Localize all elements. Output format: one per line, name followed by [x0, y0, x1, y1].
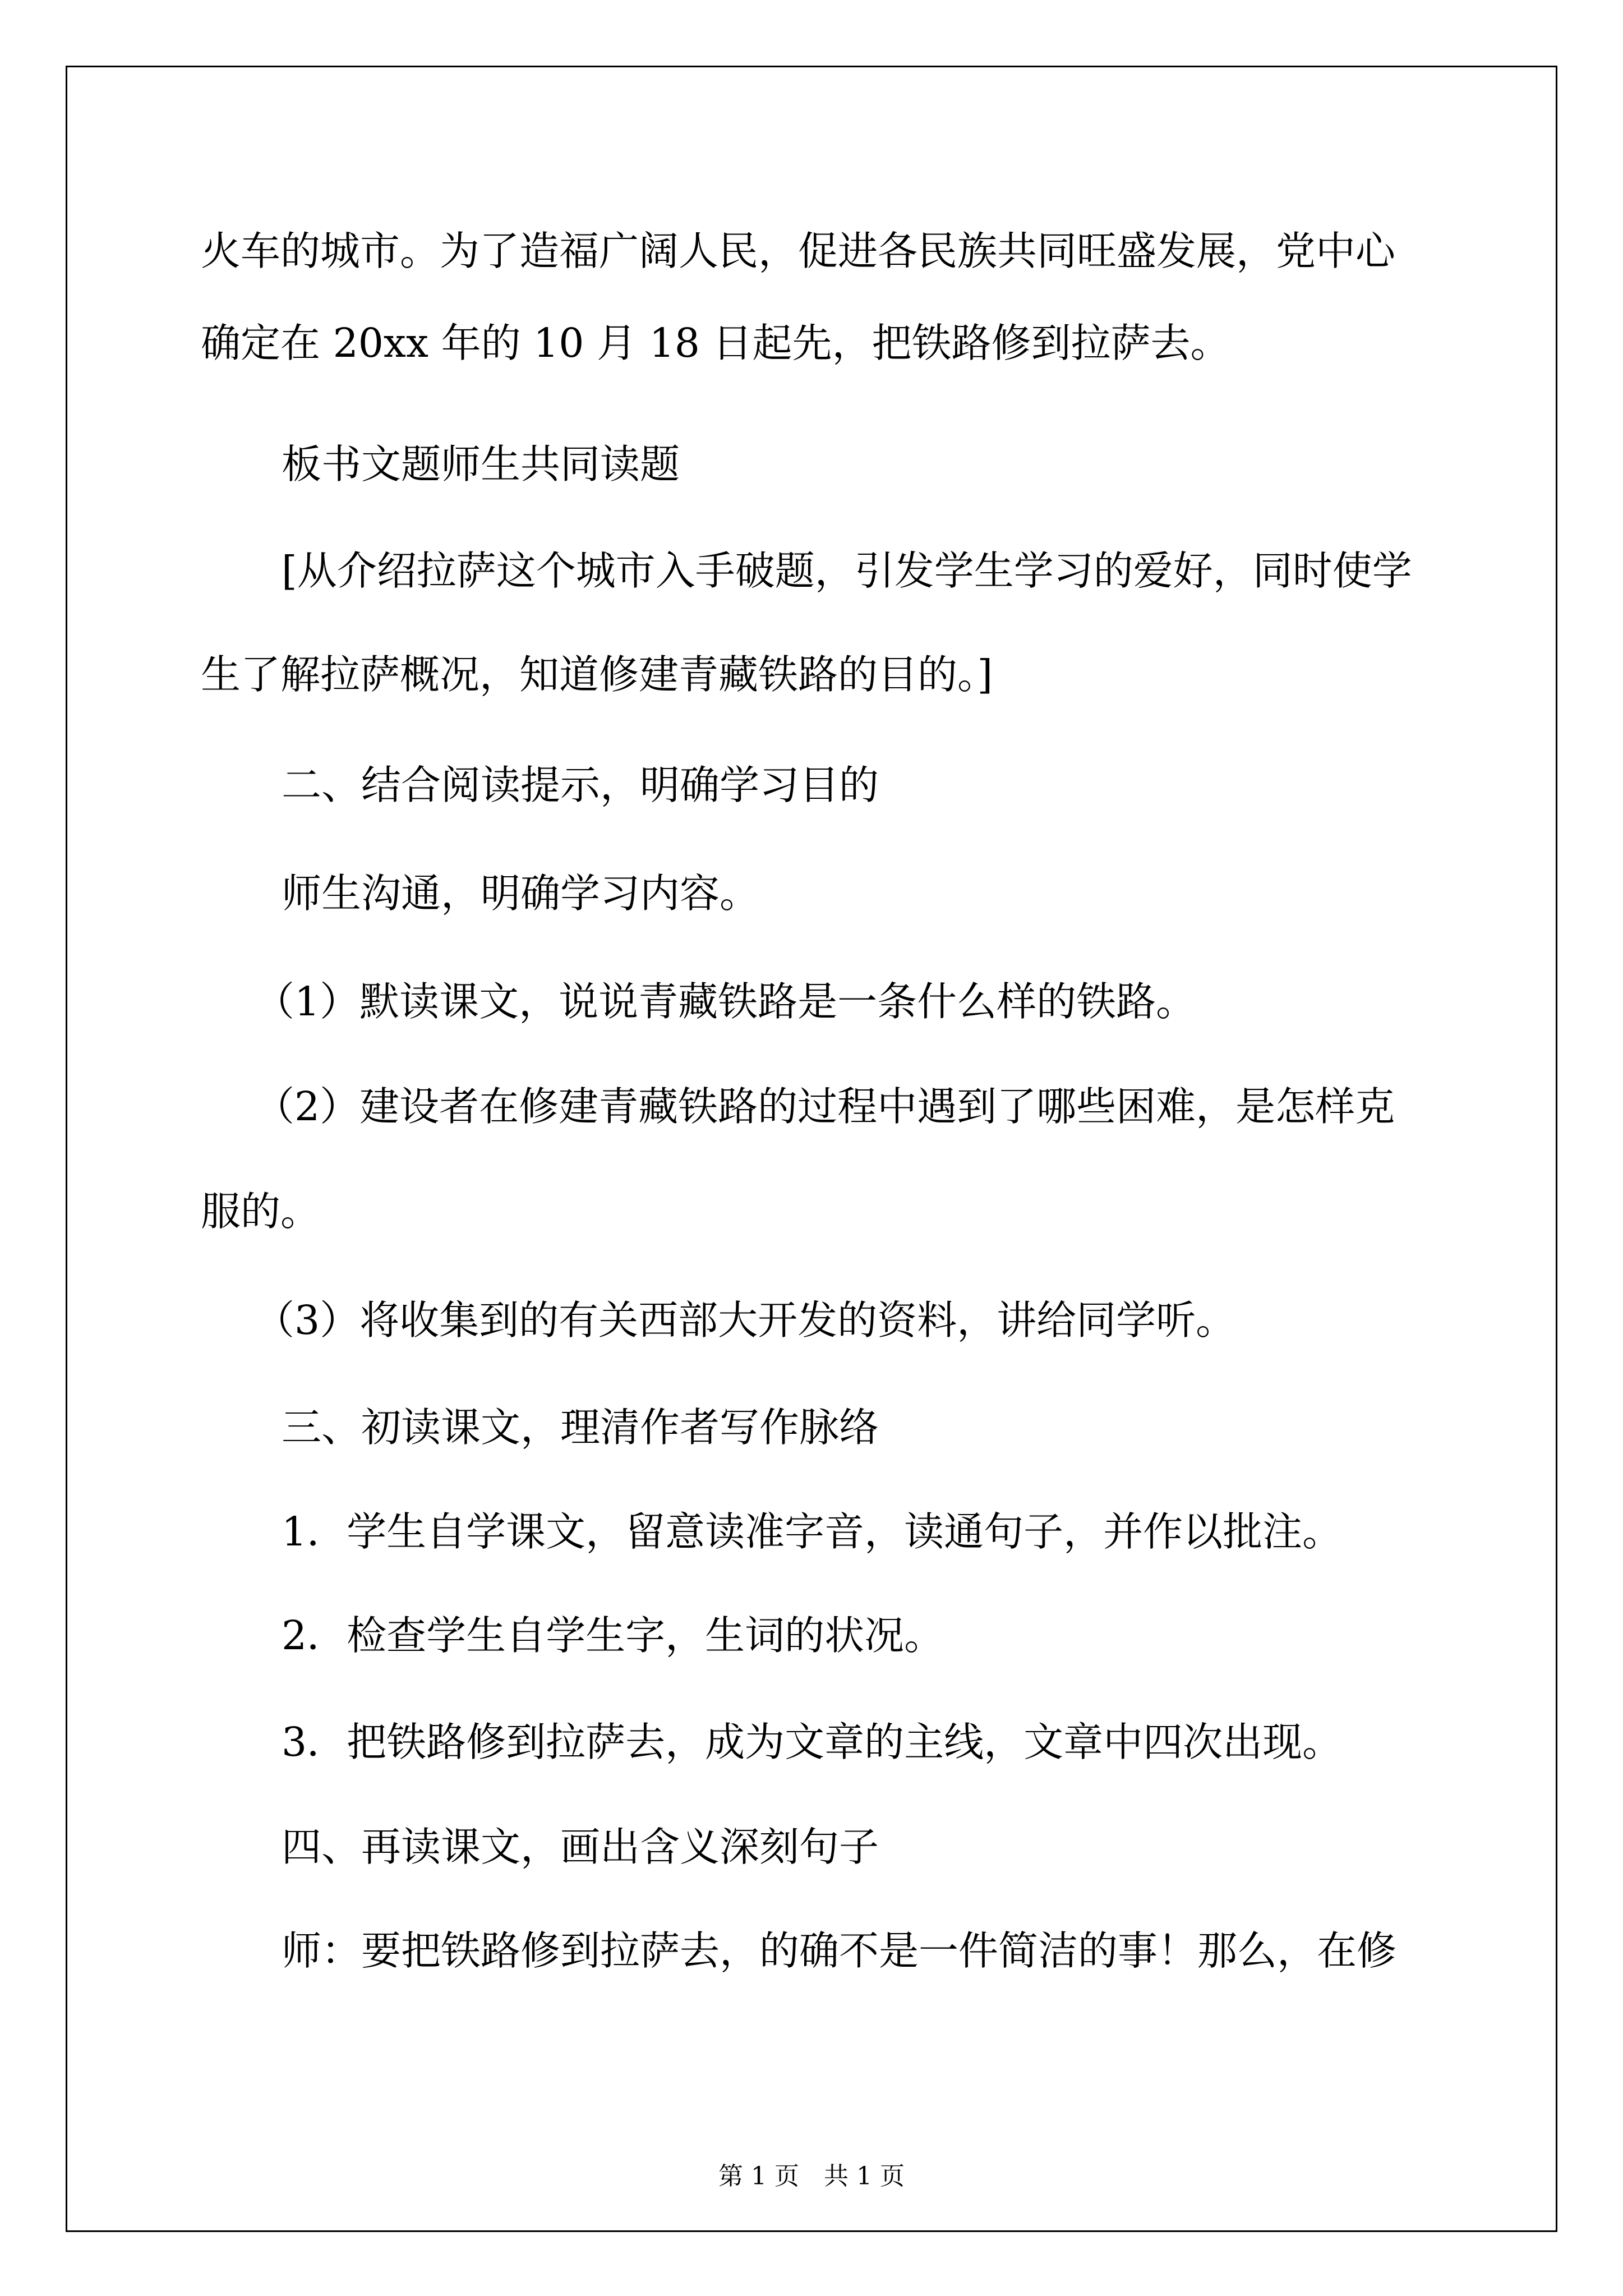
text-line-17: 师：要把铁路修到拉萨去，的确不是一件简洁的事！那么，在修 [282, 1927, 1397, 1974]
text-line-1: 火车的城市。为了造福广阔人民，促进各民族共同旺盛发展，党中心 [201, 228, 1396, 274]
text-line-6: 二、结合阅读提示，明确学习目的 [282, 762, 879, 808]
page-number-footer: 第 1 页 共 1 页 [718, 2162, 905, 2191]
text-line-16: 四、再读课文，画出含义深刻句子 [282, 1824, 879, 1870]
text-line-14: 2．检查学生自学生字，生词的状况。 [282, 1612, 944, 1659]
text-line-15: 3．把铁路修到拉萨去，成为文章的主线，文章中四次出现。 [282, 1719, 1343, 1765]
text-line-8: （1）默读课文，说说青藏铁路是一条什么样的铁路。 [255, 978, 1196, 1025]
text-line-7: 师生沟通，明确学习内容。 [282, 870, 760, 917]
text-line-4: [从介绍拉萨这个城市入手破题，引发学生学习的爱好，同时使学 [282, 547, 1412, 594]
page-border [66, 66, 1557, 2232]
text-line-12: 三、初读课文，理清作者写作脉络 [282, 1404, 879, 1451]
text-line-3: 板书文题师生共同读题 [282, 441, 680, 487]
text-line-11: （3）将收集到的有关西部大开发的资料，讲给同学听。 [255, 1297, 1236, 1343]
text-line-5: 生了解拉萨概况，知道修建青藏铁路的目的。] [201, 651, 993, 698]
text-line-2: 确定在 20xx 年的 10 月 18 日起先，把铁路修到拉萨去。 [201, 320, 1230, 366]
text-line-9: （2）建设者在修建青藏铁路的过程中遇到了哪些困难，是怎样克 [255, 1083, 1395, 1130]
text-line-10: 服的。 [201, 1188, 321, 1235]
text-line-13: 1．学生自学课文，留意读准字音，读通句子，并作以批注。 [282, 1508, 1343, 1555]
